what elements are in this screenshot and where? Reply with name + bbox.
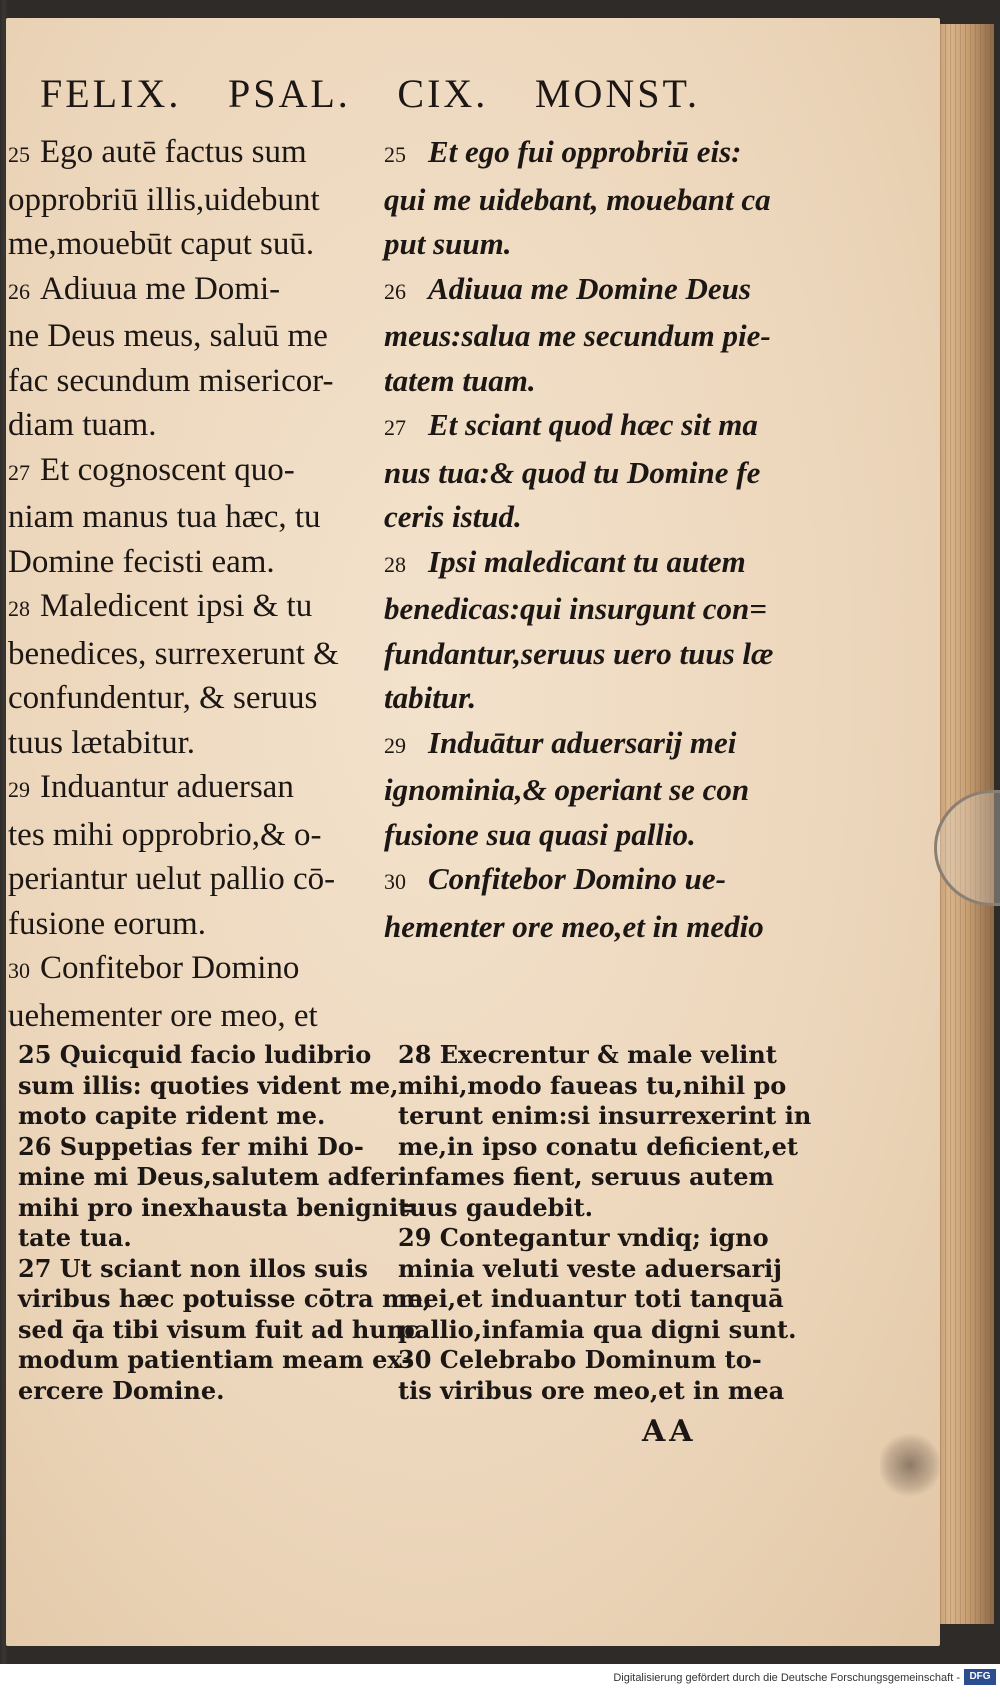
verse-line (8, 946, 378, 994)
verse-number: 29 (384, 732, 406, 758)
verse-25 (384, 130, 814, 267)
verse-text: fusione sua quasi pallio. (384, 816, 696, 852)
note-line: infames fient, seruus autem (398, 1162, 774, 1191)
verse-number: 30 (8, 958, 30, 983)
verse-line (8, 314, 378, 359)
verse-text: tatem tuam. (384, 362, 536, 398)
verse-line (384, 359, 814, 404)
note-line: ercere Domine. (18, 1375, 225, 1405)
verse-number: 29 (8, 777, 30, 802)
verse-text: tes mihi opprobrio,& o- (8, 816, 322, 853)
verse-line (8, 676, 378, 721)
verse-29 (8, 765, 378, 946)
verse-line (384, 495, 814, 540)
verse-text: qui me uidebant, mouebant ca (384, 181, 771, 217)
note-line: me,in ipso conatu deficient,et (398, 1131, 798, 1161)
verse-line (384, 222, 814, 267)
verse-25 (8, 130, 378, 267)
verse-text: Et sciant quod hæc sit ma (428, 407, 758, 442)
verse-line (8, 632, 378, 677)
header-psal: PSAL. (227, 71, 351, 116)
verse-text: Ego autē factus sum (40, 134, 307, 170)
verse-text: niam manus tua hæc, tu (8, 499, 321, 535)
verse-text: confundentur, & seruus (8, 680, 318, 716)
note-line: mihi,modo faueas tu,nihil po (398, 1070, 787, 1100)
verse-text: Et ego fui opprobriū eis: (428, 134, 742, 169)
verse-28 (8, 584, 378, 765)
verse-text: Adiuua me Domi- (40, 270, 281, 307)
verse-line (8, 765, 378, 813)
header-felix: FELIX. (40, 71, 182, 116)
verse-text: Adiuua me Domine Deus (428, 270, 751, 306)
note-line: 30 Celebrabo Dominum to- (398, 1345, 762, 1374)
verse-number: 28 (384, 551, 406, 577)
verse-text: Induantur aduersan (40, 769, 294, 805)
note-line: tate tua. (18, 1223, 132, 1252)
notes-left-column (18, 1040, 432, 1406)
verse-line (384, 857, 814, 905)
verse-line (8, 267, 378, 315)
verse-30 (8, 946, 378, 1038)
verse-text: hementer ore meo,et in medio (384, 908, 764, 944)
left-column-latin (8, 130, 378, 1038)
verse-text: uehementer ore meo, et (8, 997, 318, 1034)
note-line: moto capite rident me. (18, 1101, 326, 1130)
header-monst: MONST. (534, 71, 700, 116)
note-line: pallio,infamia qua digni sunt. (398, 1314, 797, 1344)
verse-number: 26 (8, 278, 30, 304)
notes-right-column (398, 1040, 818, 1406)
verse-line (8, 403, 378, 448)
verse-29 (384, 721, 814, 858)
verse-number: 25 (8, 142, 30, 167)
verse-line (384, 130, 814, 178)
verse-line (8, 178, 378, 223)
verse-line (384, 768, 814, 813)
verse-line (384, 178, 814, 223)
note-line: tis viribus ore meo,et in mea (398, 1375, 785, 1405)
verse-text: opprobriū illis,uidebunt (8, 181, 320, 218)
verse-line (8, 584, 378, 632)
verse-text: fac secundum misericor- (8, 362, 334, 399)
note-line: sed q̄a tibi visum fuit ad hunc (18, 1314, 419, 1344)
ink-stain (880, 1430, 940, 1500)
note-line: mihi pro inexhausta benigni= (18, 1192, 419, 1222)
note-line: mei,et induantur toti tanquā (398, 1284, 784, 1313)
note-line: 27 Ut sciant non illos suis (18, 1253, 368, 1283)
note-line: terunt enim:si insurrexerint in (398, 1101, 812, 1130)
verse-line (384, 314, 814, 359)
verse-text: periantur uelut pallio cō- (8, 861, 336, 897)
verse-line (8, 902, 378, 947)
verse-line (8, 130, 378, 178)
verse-text: me,mouebūt caput suū. (8, 226, 315, 262)
verse-line (8, 448, 378, 496)
verse-text: Maledicent ipsi & tu (40, 588, 313, 624)
verse-26 (8, 267, 378, 448)
verse-text: Induātur aduersarij mei (428, 724, 737, 760)
note-line: mine mi Deus,salutem adfer (18, 1162, 399, 1191)
verse-text: fundantur,seruus uero tuus læ (384, 635, 774, 671)
note-line: modum patientiam meam ex- (18, 1345, 412, 1374)
verse-text: Ipsi maledicant tu autem (428, 543, 746, 579)
verse-text: meus:salua me secundum pie- (384, 318, 771, 353)
verse-line (384, 905, 814, 950)
verse-text: put suum. (384, 226, 512, 261)
dfg-logo[interactable]: DFG (964, 1669, 996, 1685)
note-line: tuus gaudebit. (398, 1192, 594, 1222)
signature-mark: AA (642, 1414, 697, 1449)
verse-number: 27 (8, 459, 30, 485)
verse-text: diam tuam. (8, 407, 157, 443)
verse-27 (384, 403, 814, 540)
verse-line (8, 222, 378, 267)
verse-line (8, 495, 378, 540)
verse-line (384, 632, 814, 677)
running-header (40, 70, 700, 117)
verse-text: Confitebor Domino (40, 950, 300, 986)
note-line: 28 Execrentur & male velint (398, 1040, 777, 1069)
verse-number: 26 (384, 278, 406, 304)
verse-line (8, 359, 378, 404)
verse-line (384, 813, 814, 858)
verse-line (8, 540, 378, 585)
verse-text: benedicas:qui insurgunt con= (384, 591, 767, 626)
note-line: 25 Quicquid facio ludibrio (18, 1040, 372, 1069)
verse-line (8, 813, 378, 858)
verse-line (8, 994, 378, 1039)
digitization-credit: Digitalisierung gefördert durch die Deutsche Forschungsgemeinschaft - (613, 1672, 960, 1684)
verse-text: fusione eorum. (8, 905, 206, 942)
header-cix: CIX. (397, 71, 489, 116)
verse-text: ignominia,& operiant se con (384, 772, 750, 807)
verse-line (384, 540, 814, 588)
verse-number: 27 (384, 415, 406, 440)
right-column-latin (384, 130, 814, 949)
verse-number: 28 (8, 596, 30, 621)
verse-line (384, 403, 814, 451)
verse-line (384, 587, 814, 632)
verse-number: 30 (384, 869, 406, 894)
verse-line (384, 676, 814, 721)
verse-30 (384, 857, 814, 949)
verse-text: benedices, surrexerunt & (8, 635, 339, 672)
note-line: 29 Contegantur vndiq; igno (398, 1223, 769, 1252)
verse-text: tabitur. (384, 680, 477, 715)
verse-line (384, 721, 814, 769)
note-line: minia veluti veste aduersarij (398, 1253, 782, 1283)
note-line: sum illis: quoties vident me, (18, 1070, 399, 1100)
verse-text: ceris istud. (384, 499, 522, 534)
note-line: viribus hæc potuisse cōtra me, (18, 1284, 432, 1313)
verse-line (384, 451, 814, 496)
verse-text: Et cognoscent quo- (40, 451, 295, 488)
verse-number: 25 (384, 142, 406, 167)
verse-text: ne Deus meus, saluū me (8, 318, 328, 354)
verse-line (8, 857, 378, 902)
note-line: 26 Suppetias fer mihi Do- (18, 1131, 364, 1161)
verse-line (384, 267, 814, 315)
verse-26 (384, 267, 814, 404)
verse-28 (384, 540, 814, 721)
verse-text: Confitebor Domino ue- (428, 861, 726, 896)
verse-27 (8, 448, 378, 585)
verse-line (8, 721, 378, 766)
verse-text: Domine fecisti eam. (8, 543, 275, 580)
verse-text: tuus lætabitur. (8, 724, 196, 761)
verse-text: nus tua:& quod tu Domine fe (384, 454, 761, 490)
